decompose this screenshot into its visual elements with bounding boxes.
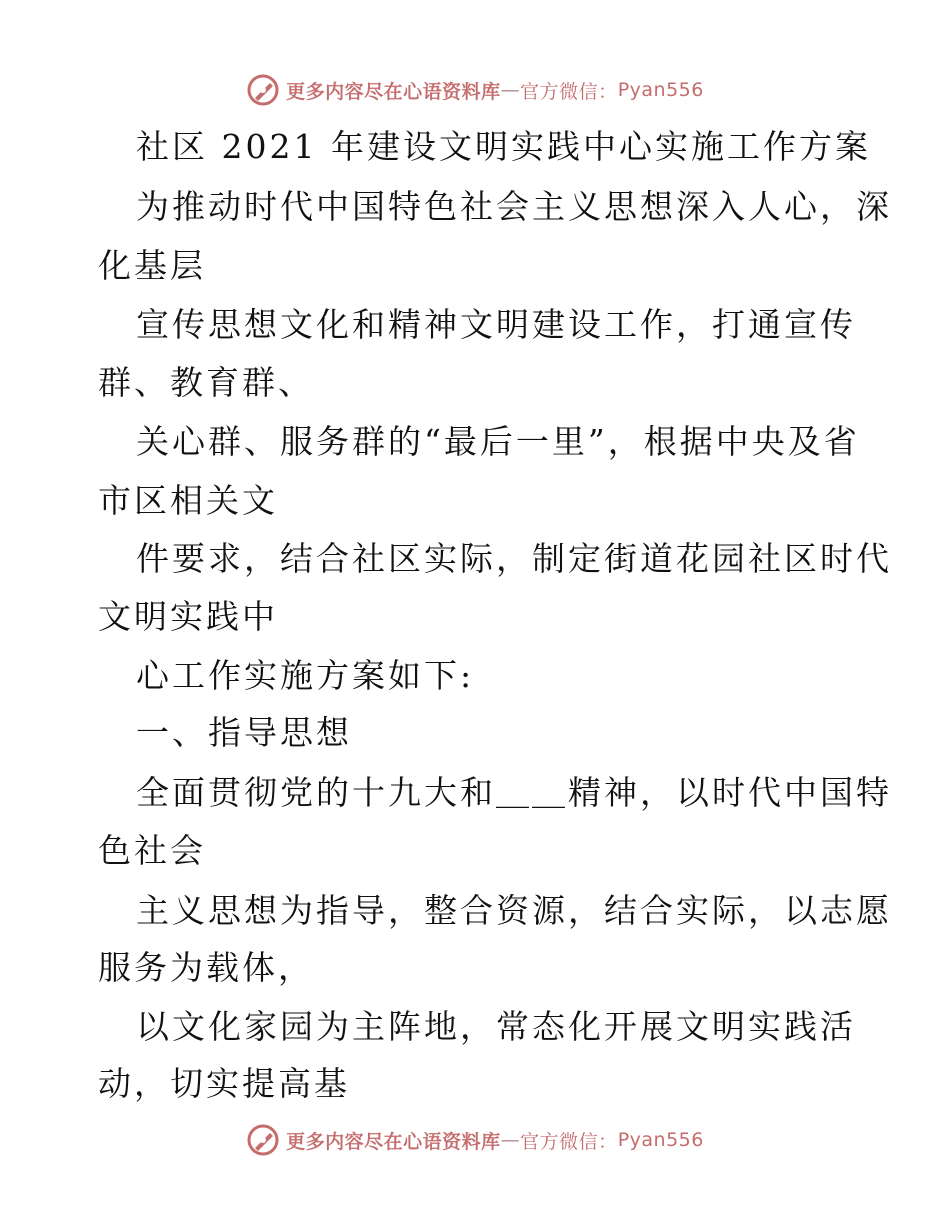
watermark-footer [0,1120,950,1160]
text-line: 心工作实施方案如下: [136,656,475,695]
document-title: 社区 2021 年建设文明实践中心实施工作方案 [136,127,871,166]
text-line: 件要求，结合社区实际，制定街道花园社区时代 [136,539,892,578]
section-heading: 一、指导思想 [136,713,352,752]
text-line: 关心群、服务群的“最后一里”，根据中央及省 [136,422,860,461]
watermark-wechat-label: 官方微信： [520,80,618,103]
text-line: 群、教育群、 [98,363,314,402]
text-line: 服务为载体， [98,948,314,987]
text-line: 为推动时代中国特色社会主义思想深入人心，深 [136,187,892,226]
watermark-main-text: 更多内容尽在心语资料库 [286,80,501,103]
watermark-wechat-id: Pyan556 [617,79,704,101]
text-line: 市区相关文 [98,481,278,520]
watermark-header [0,70,950,110]
watermark-wechat-id: Pyan556 [617,1129,704,1151]
watermark-separator: — [500,1129,521,1151]
text-line: 化基层 [98,246,206,285]
text-line: 以文化家园为主阵地，常态化开展文明实践活 [136,1007,856,1046]
text-line: 色社会 [98,831,206,870]
text-line: 全面贯彻党的十九大和＿＿精神，以时代中国特 [136,773,892,812]
watermark-main-text: 更多内容尽在心语资料库 [286,1130,501,1153]
text-line: 主义思想为指导，整合资源，结合实际，以志愿 [136,891,892,930]
text-line: 动，切实提高基 [98,1064,350,1103]
pen-circle-icon [246,73,280,107]
text-line: 文明实践中 [98,597,278,636]
watermark-wechat-label: 官方微信： [520,1130,618,1153]
pen-circle-icon [246,1123,280,1157]
watermark-separator: — [500,79,521,101]
text-line: 宣传思想文化和精神文明建设工作，打通宣传 [136,305,856,344]
